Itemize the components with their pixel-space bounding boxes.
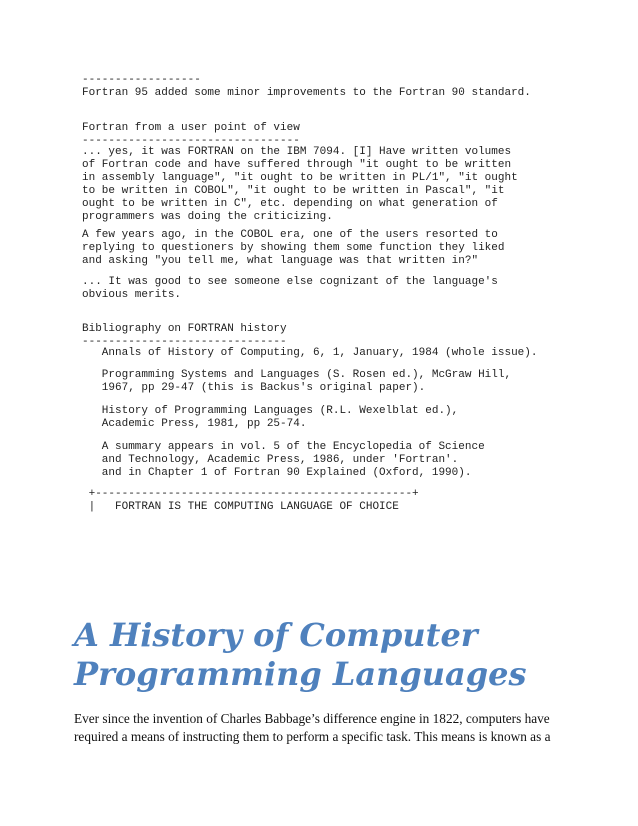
user-view-paragraph2-line: A few years ago, in the COBOL era, one of the users resorted to [82,229,498,241]
user-view-line: in assembly language", "it ought to be written in PL/1", "it ought [82,172,518,184]
user-view-line: programmers was doing the criticizing. [82,211,333,223]
user-view-rule: --------------------------------- [82,135,300,147]
section-heading: A History of Computer Programming Languages [74,616,527,693]
user-view-line: of Fortran code and have suffered through "it ought to be written [82,159,512,171]
user-view-paragraph2-line: replying to questioners by showing them some function they liked [82,242,505,254]
bibliography-entry: and in Chapter 1 of Fortran 90 Explained (Oxford, 1990). [82,467,472,479]
bibliography-entry: Annals of History of Computing, 6, 1, January, 1984 (whole issue). [82,347,538,359]
user-view-paragraph3-line: ... It was good to see someone else cognizant of the language's [82,276,498,288]
bibliography-entry: and Technology, Academic Press, 1986, under 'Fortran'. [82,454,459,466]
user-view-line: ought to be written in C", etc. depending on what generation of [82,198,498,210]
section-body-line: required a means of instructing them to perform a specific task. This means is known as a [74,729,551,744]
ascii-box-top: +------------------------------------------------+ [82,488,419,500]
user-view-paragraph3-line: obvious merits. [82,289,182,301]
section-body-line: Ever since the invention of Charles Babbage’s difference engine in 1822, computers have [74,711,550,726]
fortran95-rule: ------------------ [82,74,201,86]
user-view-title: Fortran from a user point of view [82,122,300,134]
fortran95-text: Fortran 95 added some minor improvements to the Fortran 90 standard. [82,87,531,99]
user-view-paragraph2-line: and asking "you tell me, what language was that written in?" [82,255,479,267]
user-view-line: to be written in COBOL", "it ought to be written in Pascal", "it [82,185,505,197]
bibliography-entry: A summary appears in vol. 5 of the Encyclopedia of Science [82,441,485,453]
bibliography-rule: ------------------------------- [82,336,287,348]
bibliography-entry: 1967, pp 29-47 (this is Backus's original paper). [82,382,426,394]
bibliography-title: Bibliography on FORTRAN history [82,323,287,335]
section-body [74,710,551,746]
bibliography-entry: Academic Press, 1981, pp 25-74. [82,418,307,430]
bibliography-entry: History of Programming Languages (R.L. Wexelblat ed.), [82,405,459,417]
ascii-box-line: | FORTRAN IS THE COMPUTING LANGUAGE OF CHOICE [82,501,399,513]
user-view-line: ... yes, it was FORTRAN on the IBM 7094. [I] Have written volumes [82,146,512,158]
bibliography-entry: Programming Systems and Languages (S. Rosen ed.), McGraw Hill, [82,369,512,381]
